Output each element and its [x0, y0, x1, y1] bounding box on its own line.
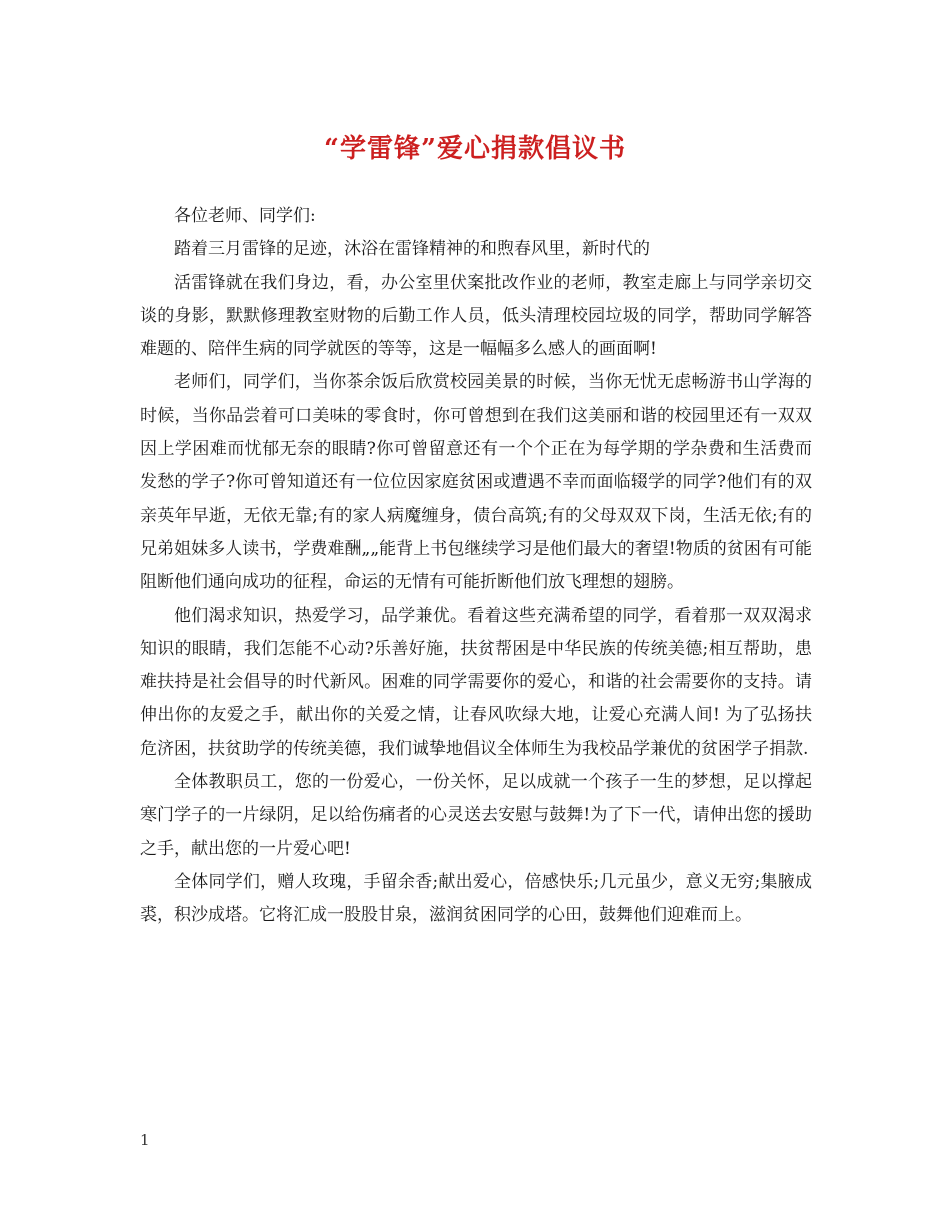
document-body	[140, 200, 812, 933]
paragraph-1: 踏着三月雷锋的足迹，沐浴在雷锋精神的和煦春风里，新时代的	[174, 239, 650, 260]
paragraph-2: 活雷锋就在我们身边，看，办公室里伏案批改作业的老师，教室走廊上与同学亲切交谈的身影，默默修理教室财物的后勤工作人员，低头清理校园垃圾的同学，帮助同学解答难题的、陪伴生病的同学就医的等等，这是一幅幅多么感人的画面啊!	[140, 272, 812, 360]
paragraph-3: 老师们，同学们，当你茶余饭后欣赏校园美景的时候，当你无忧无虑畅游书山学海的时候，当你品尝着可口美味的零食时，你可曾想到在我们这美丽和谐的校园里还有一双双因上学困难而忧郁无奈的眼睛?你可曾留意还有一个个正在为每学期的学杂费和生活费而发愁的学子?你可曾知道还有一位位因家庭贫困或遭遇不幸而面临辍学的同学?他们有的双亲英年早逝，无依无靠;有的家人病魔缠身，债台高筑;有的父母双双下岗，生活无依;有的兄弟姐妹多人读书，学费难酬„„能背上书包继续学习是他们最大的奢望!物质的贫困有可能阻断他们通向成功的征程，命运的无情有可能折断他们放飞理想的翅膀。	[140, 372, 812, 593]
document-title: “学雷锋”爱心捐款倡议书	[324, 134, 626, 164]
salutation: 各位老师、同学们:	[174, 206, 316, 226]
paragraph-6: 全体同学们，赠人玫瑰，手留余香;献出爱心，倍感快乐;几元虽少，意义无穷;集腋成裘，积沙成塔。它将汇成一股股甘泉，滋润贫困同学的心田，鼓舞他们迎难而上。	[140, 871, 812, 926]
paragraph-5: 全体教职员工，您的一份爱心，一份关怀，足以成就一个孩子一生的梦想，足以撑起寒门学子的一片绿阴，足以给伤痛者的心灵送去安慰与鼓舞!为了下一代，请伸出您的援助之手，献出您的一片爱心吧!	[140, 772, 812, 859]
paragraph-4: 他们渴求知识，热爱学习，品学兼优。看着这些充满希望的同学，看着那一双双渴求知识的眼睛，我们怎能不心动?乐善好施，扶贫帮困是中华民族的传统美德;相互帮助，患难扶持是社会倡导的时代新风。困难的同学需要你的爱心，和谐的社会需要你的支持。请伸出你的友爱之手，献出你的关爱之情，让春风吹绿大地，让爱心充满人间! 为了弘扬扶危济困，扶贫助学的传统美德，我们诚挚地倡议全体师生为我校品学兼优的贫困学子捐款.	[140, 605, 812, 759]
page-number: 1	[140, 1131, 150, 1149]
